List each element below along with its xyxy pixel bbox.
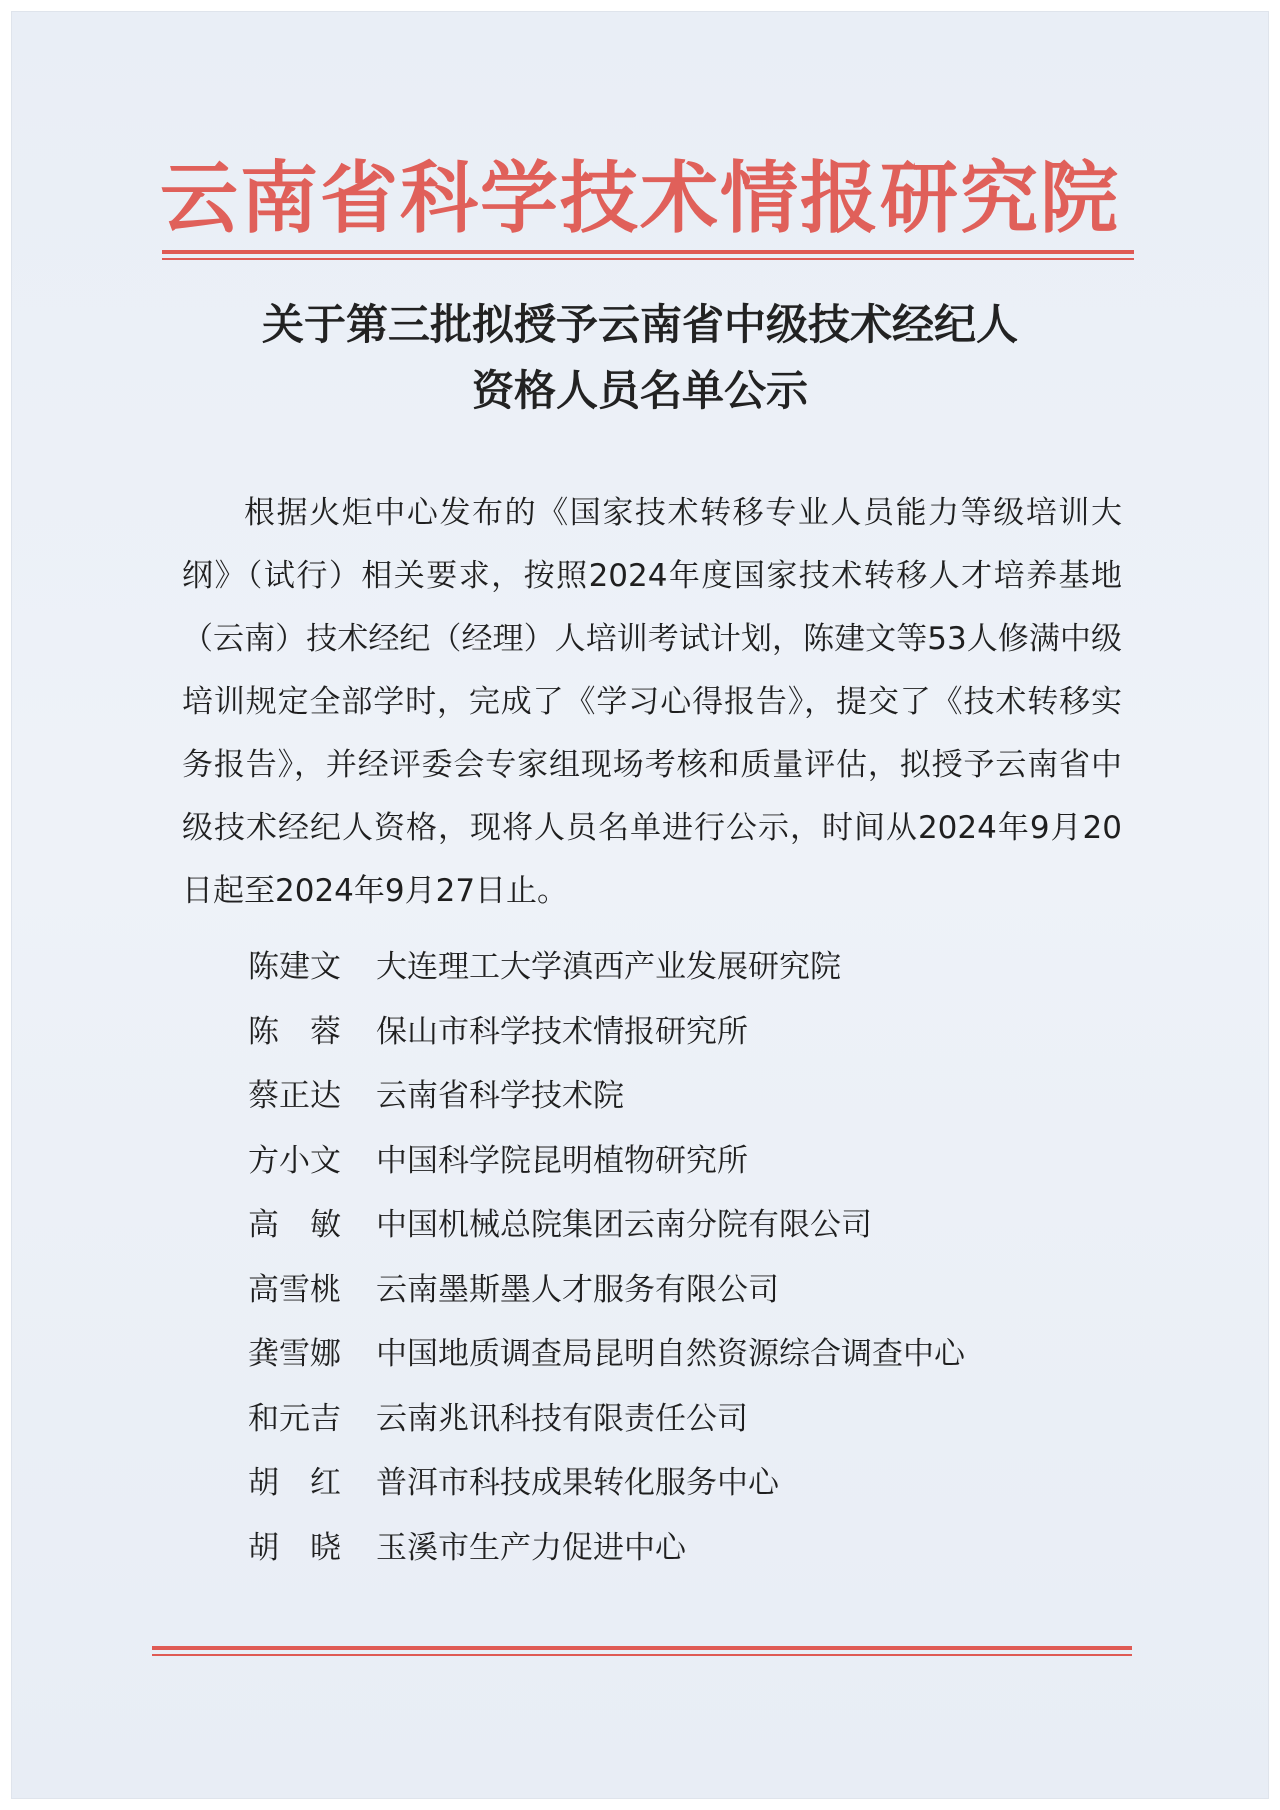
document-page [12, 12, 1268, 1798]
person-name: 和元吉 [248, 1400, 341, 1437]
list-item [248, 1451, 1128, 1516]
person-name: 胡 晓 [248, 1529, 341, 1566]
personnel-list [248, 935, 1128, 1580]
document-title-line-2: 资格人员名单公示 [471, 366, 808, 415]
list-item [248, 1258, 1128, 1323]
person-organization: 大连理工大学滇西产业发展研究院 [376, 949, 841, 985]
person-organization: 保山市科学技术情报研究所 [376, 1013, 748, 1050]
person-name: 高雪桃 [248, 1271, 341, 1308]
list-item [248, 1000, 1128, 1065]
list-item [248, 1387, 1128, 1452]
person-organization: 中国科学院昆明植物研究所 [376, 1142, 748, 1179]
person-organization: 云南兆讯科技有限责任公司 [376, 1400, 748, 1437]
person-name: 方小文 [248, 1142, 341, 1179]
person-name: 高 敏 [248, 1207, 341, 1243]
list-item [248, 1193, 1128, 1258]
person-name: 龚雪娜 [248, 1336, 341, 1372]
list-item [248, 1516, 1128, 1581]
person-name: 胡 红 [248, 1465, 341, 1501]
person-organization: 中国地质调查局昆明自然资源综合调查中心 [376, 1336, 965, 1372]
person-organization: 玉溪市生产力促进中心 [376, 1529, 686, 1566]
body-paragraph: 根据火炬中心发布的《国家技术转移专业人员能力等级培训大纲》（试行）相关要求，按照2024年度国家技术转移人才培养基地（云南）技术经纪（经理）人培训考试计划，陈建文等53人修满中级培训规定全部学时，完成了《学习心得报告》，提交了《技术转移实务报告》，并经评委会专家组现场考核和质量评估，拟授予云南省中级技术经纪人资格，现将人员名单进行公示，时间从2024年9月20日起至2024年9月27日止。 [182, 495, 1122, 909]
person-organization: 普洱市科技成果转化服务中心 [376, 1465, 779, 1501]
person-name: 蔡正达 [248, 1078, 341, 1114]
list-item [248, 935, 1128, 1000]
person-name: 陈 蓉 [248, 1013, 341, 1050]
document-title-line-1: 关于第三批拟授予云南省中级技术经纪人 [261, 300, 1018, 349]
footer-red-rule-top [152, 1646, 1132, 1650]
person-organization: 中国机械总院集团云南分院有限公司 [376, 1207, 872, 1243]
person-name: 陈建文 [248, 949, 341, 985]
list-item [248, 1129, 1128, 1194]
header-red-rule-bottom [162, 258, 1134, 260]
person-organization: 云南省科学技术院 [376, 1078, 624, 1114]
header-red-rule-top [162, 250, 1134, 254]
person-organization: 云南墨斯墨人才服务有限公司 [376, 1271, 779, 1308]
footer-red-rule-bottom [152, 1654, 1132, 1656]
organization-header: 云南省科学技术情报研究院 [159, 153, 1120, 244]
list-item [248, 1322, 1128, 1387]
list-item [248, 1064, 1128, 1129]
